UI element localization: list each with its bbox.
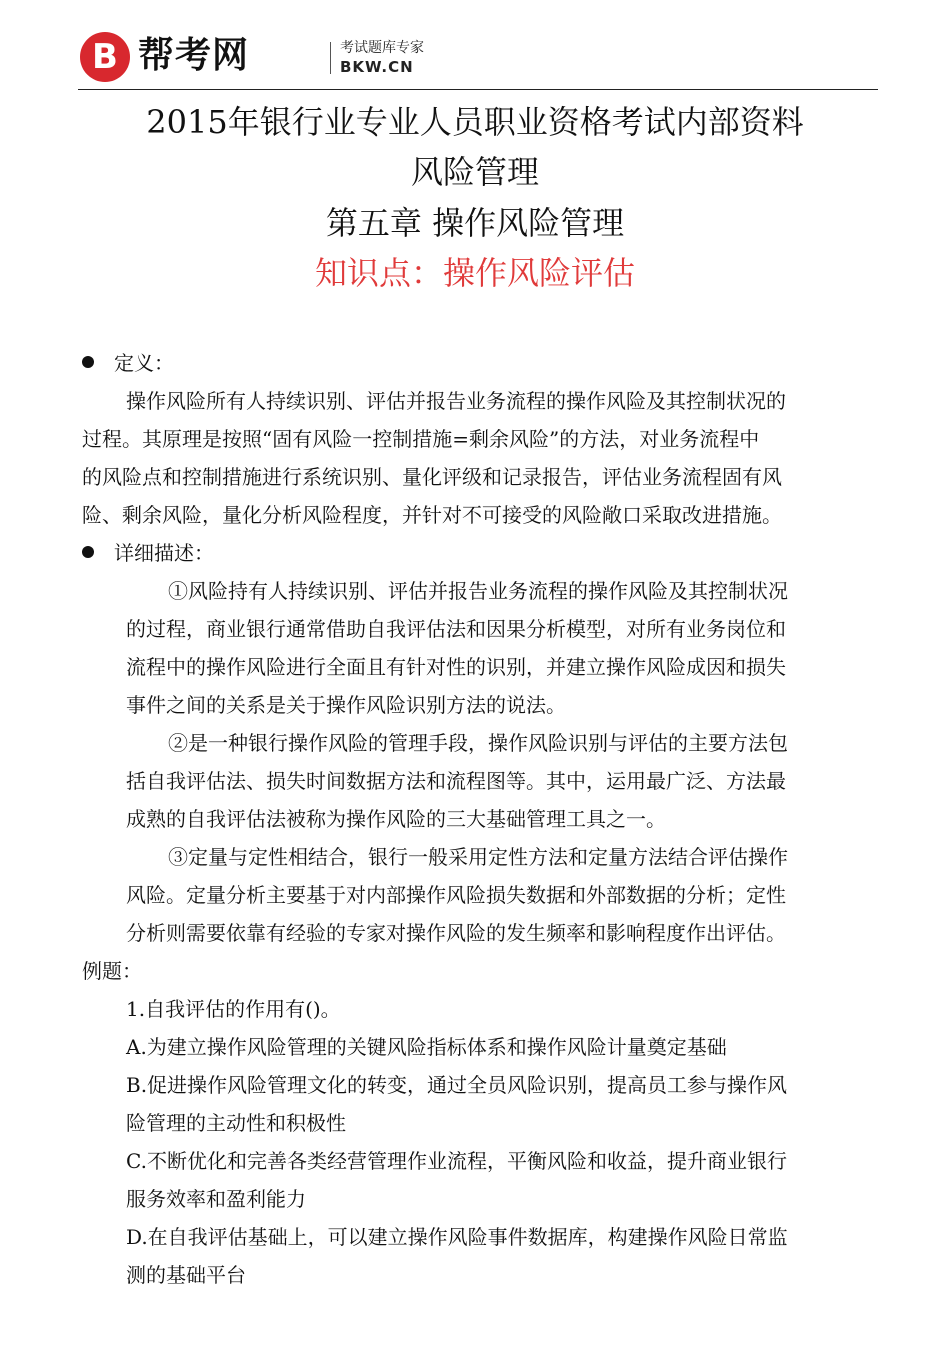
bullet-icon xyxy=(82,356,94,368)
option-a: A.为建立操作风险管理的关键风险指标体系和操作风险计量奠定基础 xyxy=(126,1035,727,1059)
detail-item-line: 风险。定量分析主要基于对内部操作风险损失数据和外部数据的分析；定性 xyxy=(126,883,786,907)
option-d-continued: 测的基础平台 xyxy=(126,1263,246,1287)
option-c-continued: 服务效率和盈利能力 xyxy=(126,1187,306,1211)
option-c: C.不断优化和完善各类经营管理作业流程，平衡风险和收益，提升商业银行 xyxy=(126,1149,787,1173)
doc-title: 2015年银行业专业人员职业资格考试内部资料 xyxy=(146,103,804,141)
option-d: D.在自我评估基础上，可以建立操作风险事件数据库，构建操作风险日常监 xyxy=(126,1225,788,1249)
detail-item-line: 事件之间的关系是关于操作风险识别方法的说法。 xyxy=(126,693,566,717)
details-heading-row xyxy=(82,539,214,567)
detail-item-line: ②是一种银行操作风险的管理手段，操作风险识别与评估的主要方法包 xyxy=(168,731,788,755)
question-text: 1.自我评估的作用有()。 xyxy=(126,997,341,1021)
paragraph-line: 操作风险所有人持续识别、评估并报告业务流程的操作风险及其控制状况的 xyxy=(126,389,786,413)
detail-item-line: 的过程，商业银行通常借助自我评估法和因果分析模型，对所有业务岗位和 xyxy=(126,617,786,641)
paragraph-line: 险、剩余风险，量化分析风险程度，并针对不可接受的风险敞口采取改进措施。 xyxy=(82,503,782,527)
subject-title: 风险管理 xyxy=(410,153,539,191)
detail-item-line: ③定量与定性相结合，银行一般采用定性方法和定量方法结合评估操作 xyxy=(168,845,788,869)
paragraph-line: 过程。其原理是按照“固有风险一控制措施=剩余风险”的方法，对业务流程中 xyxy=(82,427,760,451)
option-b: B.促进操作风险管理文化的转变，通过全员风险识别，提高员工参与操作风 xyxy=(126,1073,788,1097)
detail-item-line: ①风险持有人持续识别、评估并报告业务流程的操作风险及其控制状况 xyxy=(168,579,788,603)
knowledge-point-title: 知识点：操作风险评估 xyxy=(314,254,635,292)
paragraph-line: 的风险点和控制措施进行系统识别、量化评级和记录报告，评估业务流程固有风 xyxy=(82,465,782,489)
detail-item-line: 成熟的自我评估法被称为操作风险的三大基础管理工具之一。 xyxy=(126,807,666,831)
brand-slogan: 考试题库专家 xyxy=(340,40,424,56)
page-header xyxy=(80,28,880,90)
example-heading: 例题： xyxy=(82,959,142,983)
logo-mark: B xyxy=(80,32,130,82)
option-b-continued: 险管理的主动性和积极性 xyxy=(126,1111,346,1135)
bullet-icon xyxy=(82,546,94,558)
logo-divider xyxy=(330,42,331,74)
detail-item-line: 分析则需要依靠有经验的专家对操作风险的发生频率和影响程度作出评估。 xyxy=(126,921,786,945)
details-heading: 详细描述： xyxy=(114,541,214,565)
definition-heading-row xyxy=(82,349,174,377)
brand-name: 帮考网 xyxy=(138,35,250,76)
brand-domain: BKW.CN xyxy=(340,58,414,76)
header-divider xyxy=(78,89,878,90)
definition-heading: 定义： xyxy=(114,351,174,375)
detail-item-line: 括自我评估法、损失时间数据方法和流程图等。其中，运用最广泛、方法最 xyxy=(126,769,786,793)
chapter-title: 第五章 操作风险管理 xyxy=(325,204,625,242)
detail-item-line: 流程中的操作风险进行全面且有针对性的识别，并建立操作风险成因和损失 xyxy=(126,655,786,679)
